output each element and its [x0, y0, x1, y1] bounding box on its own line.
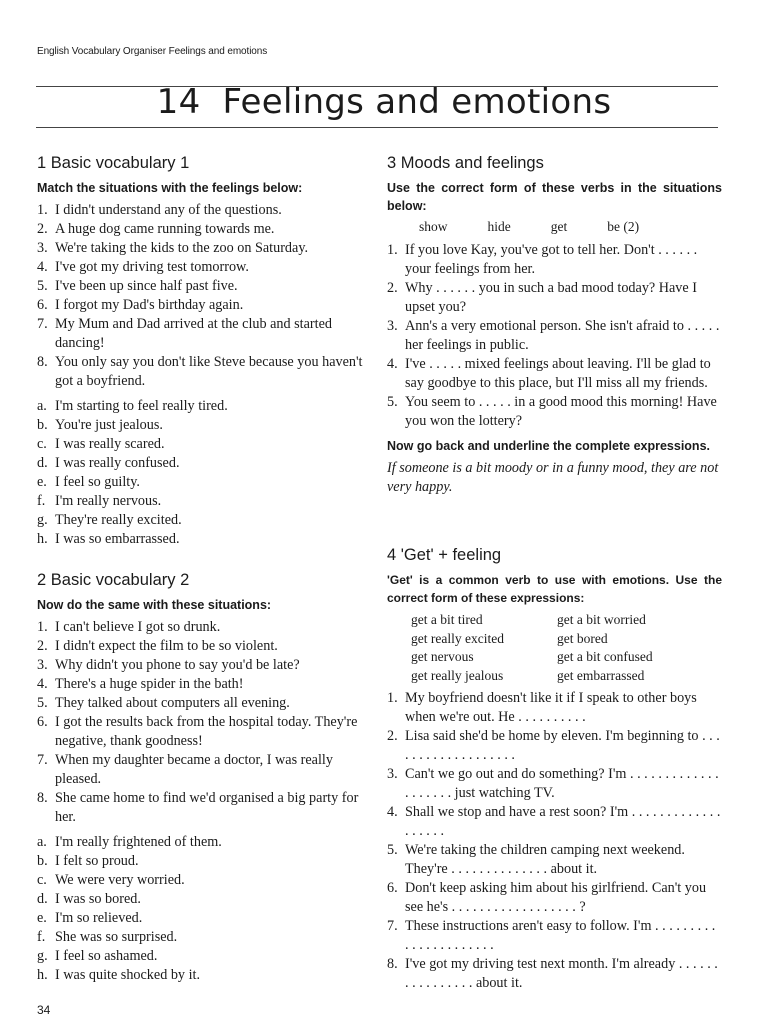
expression-option: get really excited: [411, 630, 504, 646]
expression-option: get nervous: [411, 649, 474, 664]
list-item: a. I'm really frightened of them.: [37, 834, 222, 850]
expression-option: get a bit worried: [557, 612, 646, 627]
verb-option: hide: [487, 219, 511, 234]
list-item: f. She was so surprised.: [37, 929, 178, 945]
verb-option: show: [419, 219, 448, 234]
list-item: 2. I didn't expect the film to be so violent.: [37, 638, 278, 654]
bottom-rule: [36, 127, 718, 128]
section-title: 1 Basic vocabulary 1: [37, 154, 190, 172]
list-item: 5. We're taking the children camping next weekend. They're . . . . . . . . . . . . . . about it.: [387, 842, 685, 877]
section-basic-vocabulary-1: [37, 154, 367, 549]
verb-option: get: [550, 219, 568, 234]
list-item: 5. They talked about computers all evening.: [37, 695, 290, 711]
list-item: 4. There's a huge spider in the bath!: [37, 676, 244, 692]
section-instruction-2: Now go back and underline the complete expressions.: [387, 439, 710, 453]
exercise-list: [387, 689, 722, 993]
example-sentence: If someone is a bit moody or in a funny mood, they are not very happy.: [387, 460, 719, 495]
verb-option: be (2): [607, 219, 640, 234]
verb-list: [387, 219, 722, 235]
section-moods-and-feelings: [387, 154, 722, 497]
expression-option: get a bit tired: [411, 612, 483, 627]
list-item: 5. I've been up since half past five.: [37, 278, 238, 294]
situation-list: [37, 618, 367, 827]
expression-option: get bored: [557, 630, 608, 646]
list-item: b. I felt so proud.: [37, 853, 139, 869]
list-item: h. I was so embarrassed.: [37, 531, 180, 547]
list-item: 4. I've . . . . . mixed feelings about leaving. I'll be glad to say goodbye to this place, but I'll miss all my friends.: [387, 356, 711, 391]
list-item: 6. I got the results back from the hospital today. They're negative, thank goodness!: [37, 714, 358, 749]
expression-option: get embarrassed: [557, 667, 645, 683]
list-item: f. I'm really nervous.: [37, 493, 162, 509]
list-item: 8. I've got my driving test next month. I'm already . . . . . . . . . . . . . . . . about it.: [387, 956, 718, 991]
list-item: 3. Why didn't you phone to say you'd be late?: [37, 657, 300, 673]
section-instruction: Use the correct form of these verbs in the situations below:: [387, 181, 722, 213]
list-item: 3. Can't we go out and do something? I'm . . . . . . . . . . . . . . . . . . . . just watching TV.: [387, 766, 719, 801]
list-item: 7. My Mum and Dad arrived at the club and started dancing!: [37, 316, 332, 351]
section-get-feeling: [387, 546, 722, 993]
list-item: b. You're just jealous.: [37, 417, 163, 433]
list-item: 4. I've got my driving test tomorrow.: [37, 259, 249, 275]
list-item: 7. These instructions aren't easy to follow. I'm . . . . . . . . . . . . . . . . . . . . . .: [387, 918, 716, 953]
list-item: 7. When my daughter became a doctor, I was really pleased.: [37, 752, 333, 787]
list-item: 2. Why . . . . . . you in such a bad mood today? Have I upset you?: [387, 280, 697, 315]
section-title: 3 Moods and feelings: [387, 154, 544, 172]
running-head: English Vocabulary Organiser Feelings and emotions: [37, 46, 268, 57]
chapter-title: [0, 82, 768, 122]
expression-list: [387, 611, 722, 685]
list-item: 4. Shall we stop and have a rest soon? I'm . . . . . . . . . . . . . . . . . . .: [387, 804, 721, 839]
list-item: e. I feel so guilty.: [37, 474, 140, 490]
expression-option: get really jealous: [411, 667, 504, 683]
list-item: g. I feel so ashamed.: [37, 948, 158, 964]
exercise-list: [387, 241, 722, 431]
list-item: 6. Don't keep asking him about his girlfriend. Can't you see he's . . . . . . . . . . . . . . . . . . ?: [387, 880, 707, 915]
feeling-list: [37, 833, 367, 985]
section-basic-vocabulary-2: [37, 571, 367, 985]
list-item: 1. I can't believe I got so drunk.: [37, 619, 221, 635]
list-item: 2. Lisa said she'd be home by eleven. I'm beginning to . . . . . . . . . . . . . . . . . . .: [387, 728, 720, 763]
section-title: 4 'Get' + feeling: [387, 546, 502, 564]
list-item: c. We were very worried.: [37, 872, 185, 888]
list-item: 1. If you love Kay, you've got to tell her. Don't . . . . . . your feelings from her.: [387, 242, 698, 277]
list-item: 8. You only say you don't like Steve because you haven't got a boyfriend.: [37, 354, 363, 389]
list-item: 2. A huge dog came running towards me.: [37, 221, 275, 237]
section-instruction: 'Get' is a common verb to use with emotions. Use the correct form of these expressions:: [387, 573, 722, 605]
list-item: c. I was really scared.: [37, 436, 165, 452]
chapter-title-text: Feelings and emotions: [222, 82, 612, 122]
expression-option: get a bit confused: [557, 649, 653, 664]
list-item: d. I was really confused.: [37, 455, 180, 471]
chapter-number: 14: [156, 82, 201, 122]
list-item: 1. My boyfriend doesn't like it if I speak to other boys when we're out. He . . . . . . . . . .: [387, 690, 697, 725]
page-number: 34: [37, 1003, 51, 1017]
list-item: e. I'm so relieved.: [37, 910, 143, 926]
list-item: 6. I forgot my Dad's birthday again.: [37, 297, 244, 313]
section-instruction: Now do the same with these situations:: [37, 598, 272, 612]
list-item: 5. You seem to . . . . . in a good mood this morning! Have you won the lottery?: [387, 394, 717, 429]
list-item: 1. I didn't understand any of the questions.: [37, 202, 282, 218]
section-instruction: Match the situations with the feelings below:: [37, 181, 303, 195]
feeling-list: [37, 397, 367, 549]
list-item: 3. We're taking the kids to the zoo on Saturday.: [37, 240, 309, 256]
situation-list: [37, 201, 367, 391]
list-item: 8. She came home to find we'd organised a big party for her.: [37, 790, 359, 825]
list-item: d. I was so bored.: [37, 891, 141, 907]
section-title: 2 Basic vocabulary 2: [37, 571, 190, 589]
list-item: 3. Ann's a very emotional person. She isn't afraid to . . . . . her feelings in public.: [387, 318, 720, 353]
list-item: g. They're really excited.: [37, 512, 182, 528]
list-item: h. I was quite shocked by it.: [37, 967, 200, 983]
list-item: a. I'm starting to feel really tired.: [37, 398, 228, 414]
